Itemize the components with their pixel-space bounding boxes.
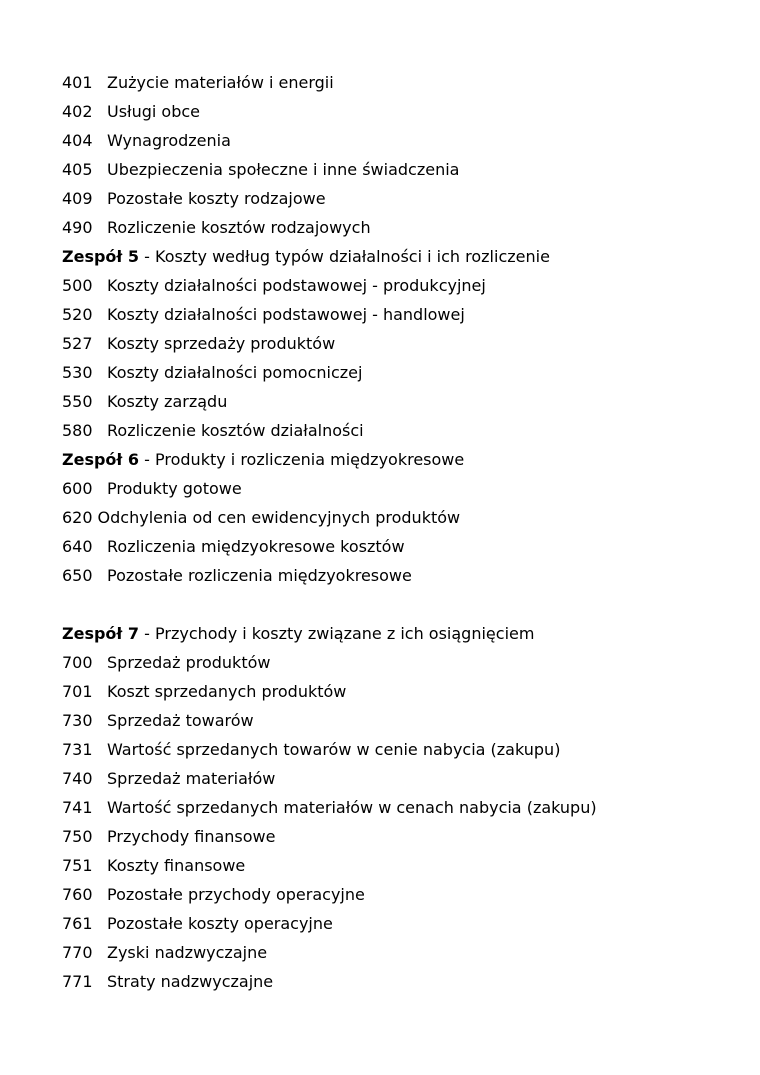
account-row xyxy=(62,329,742,358)
account-code: 761 xyxy=(62,914,93,933)
account-name: Koszty finansowe xyxy=(107,856,246,875)
account-row xyxy=(62,764,742,793)
account-code: 650 xyxy=(62,566,93,585)
group-heading-6 xyxy=(62,445,742,474)
account-name: Rozliczenie kosztów rodzajowych xyxy=(107,218,371,237)
account-code: 760 xyxy=(62,885,93,904)
account-name: Zużycie materiałów i energii xyxy=(107,73,334,92)
account-code: 731 xyxy=(62,740,93,759)
account-name: Wartość sprzedanych materiałów w cenach nabycia (zakupu) xyxy=(107,798,597,817)
account-name: Straty nadzwyczajne xyxy=(107,972,274,991)
account-name: Pozostałe koszty operacyjne xyxy=(107,914,333,933)
account-name: Koszty zarządu xyxy=(107,392,228,411)
account-code: 701 xyxy=(62,682,93,701)
account-code: 741 xyxy=(62,798,93,817)
account-row xyxy=(62,822,742,851)
account-row xyxy=(62,300,742,329)
account-name: Zyski nadzwyczajne xyxy=(107,943,268,962)
account-row xyxy=(62,967,742,996)
account-code: 402 xyxy=(62,102,93,121)
account-code: 527 xyxy=(62,334,93,353)
account-name: Sprzedaż materiałów xyxy=(107,769,276,788)
account-name: Koszty działalności podstawowej - produkcyjnej xyxy=(107,276,486,295)
account-code: 401 xyxy=(62,73,93,92)
account-row xyxy=(62,184,742,213)
account-code: 751 xyxy=(62,856,93,875)
group-label: Zespół 6 xyxy=(62,450,140,469)
account-name: Sprzedaż produktów xyxy=(107,653,271,672)
account-name: Wartość sprzedanych towarów w cenie nabycia (zakupu) xyxy=(107,740,561,759)
chart-of-accounts-list xyxy=(62,68,742,996)
account-code: 500 xyxy=(62,276,93,295)
account-code: 771 xyxy=(62,972,93,991)
account-row xyxy=(62,938,742,967)
account-name: Produkty gotowe xyxy=(107,479,242,498)
account-row xyxy=(62,648,742,677)
account-row xyxy=(62,793,742,822)
account-row xyxy=(62,387,742,416)
account-name: Pozostałe przychody operacyjne xyxy=(107,885,365,904)
account-row xyxy=(62,677,742,706)
account-row xyxy=(62,503,742,532)
account-code: 404 xyxy=(62,131,93,150)
account-name: Przychody finansowe xyxy=(107,827,276,846)
account-name: Koszty sprzedaży produktów xyxy=(107,334,336,353)
account-code: 730 xyxy=(62,711,93,730)
account-code: 550 xyxy=(62,392,93,411)
account-row xyxy=(62,416,742,445)
account-row xyxy=(62,880,742,909)
account-row xyxy=(62,213,742,242)
account-code: 620 xyxy=(62,508,93,527)
account-code: 490 xyxy=(62,218,93,237)
account-code: 600 xyxy=(62,479,93,498)
account-row xyxy=(62,561,742,590)
account-row xyxy=(62,851,742,880)
account-code: 770 xyxy=(62,943,93,962)
group-title: - Koszty według typów działalności i ich rozliczenie xyxy=(144,247,550,266)
account-row xyxy=(62,735,742,764)
account-row xyxy=(62,532,742,561)
account-code: 750 xyxy=(62,827,93,846)
account-name: Koszty działalności podstawowej - handlowej xyxy=(107,305,465,324)
account-name: Koszt sprzedanych produktów xyxy=(107,682,347,701)
account-row xyxy=(62,909,742,938)
account-name: Wynagrodzenia xyxy=(107,131,231,150)
account-code: 740 xyxy=(62,769,93,788)
account-name: Rozliczenie kosztów działalności xyxy=(107,421,364,440)
account-name: Rozliczenia międzyokresowe kosztów xyxy=(107,537,405,556)
group-heading-7 xyxy=(62,619,742,648)
account-row xyxy=(62,271,742,300)
account-row xyxy=(62,155,742,184)
account-row xyxy=(62,126,742,155)
group-heading-5 xyxy=(62,242,742,271)
group-title: - Przychody i koszty związane z ich osiągnięciem xyxy=(144,624,535,643)
account-code: 520 xyxy=(62,305,93,324)
account-name: Usługi obce xyxy=(107,102,201,121)
account-row xyxy=(62,97,742,126)
account-name: Koszty działalności pomocniczej xyxy=(107,363,363,382)
account-row xyxy=(62,706,742,735)
account-code: 530 xyxy=(62,363,93,382)
account-name: Pozostałe koszty rodzajowe xyxy=(107,189,326,208)
account-code: 640 xyxy=(62,537,93,556)
account-row xyxy=(62,358,742,387)
group-title: - Produkty i rozliczenia międzyokresowe xyxy=(144,450,465,469)
account-name: Sprzedaż towarów xyxy=(107,711,254,730)
group-label: Zespół 7 xyxy=(62,624,140,643)
account-name: Odchylenia od cen ewidencyjnych produktów xyxy=(97,508,461,527)
account-code: 580 xyxy=(62,421,93,440)
account-row xyxy=(62,68,742,97)
group-label: Zespół 5 xyxy=(62,247,140,266)
account-name: Pozostałe rozliczenia międzyokresowe xyxy=(107,566,412,585)
account-code: 700 xyxy=(62,653,93,672)
account-code: 405 xyxy=(62,160,93,179)
account-row xyxy=(62,474,742,503)
account-code: 409 xyxy=(62,189,93,208)
account-name: Ubezpieczenia społeczne i inne świadczenia xyxy=(107,160,460,179)
